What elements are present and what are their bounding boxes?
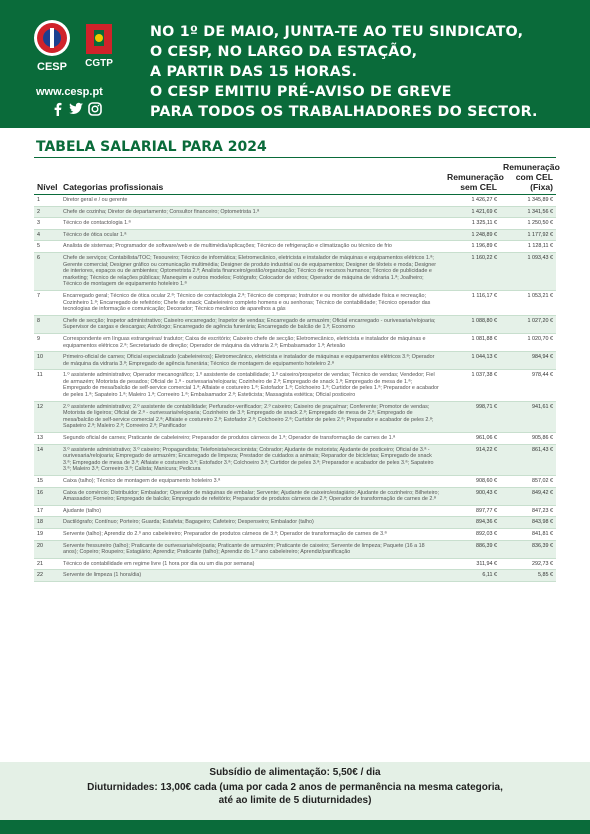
table-row [34, 370, 556, 401]
table-row [34, 229, 556, 241]
table-row [34, 195, 556, 207]
row-salary-sem-cel: 311,94 € [444, 558, 500, 570]
table-row [34, 444, 556, 475]
table-row [34, 401, 556, 432]
headline-line: A PARTIR DAS 15 HORAS. [150, 64, 358, 80]
row-salary-sem-cel: 961,06 € [444, 433, 500, 445]
row-salary-sem-cel: 908,60 € [444, 476, 500, 488]
row-category: Servente de limpeza (1 hora/dia) [60, 570, 444, 582]
row-salary-sem-cel: 6,11 € [444, 570, 500, 582]
row-salary-com-cel: 843,98 € [500, 517, 556, 529]
row-level: 16 [34, 487, 60, 505]
row-salary-com-cel: 1 177,92 € [500, 229, 556, 241]
row-salary-com-cel: 1 053,21 € [500, 290, 556, 315]
row-category: Chefe de cozinha; Diretor de departamento; Consultor financeiro; Optometrista 1.ª [60, 206, 444, 218]
row-level: 5 [34, 241, 60, 253]
row-category: 1.º assistente administrativo; Operador mecanográfico; 1.º assistente de contabilidade; 1.º caixeiro/prospetor de vendas; Técnico de vendas; Vendedor; Fiel de armazém; Motorista de pesados; Oficial de 1.ª - ourivesaria/relojoaria; Cozinheiro de 2.ª; Empregado de snack 1.ª; Empregado de mesa de 1.ª; Empregado de mesa/balcão de self-service comercial 1.ª; Alfaiate e costureiro 1.ª; Estofador 1.ª; Colchoeiro 1.ª; Curtidor de peles 1.ª; Preparador e acabador de peles 1.ª; Sapateiro 1.ª; Maleiro 1.ª; Correeiro 1.ª; Embalsamador 2.ª; Esteticista; Massagista estética; Oficial posticeiro [60, 370, 444, 401]
row-level: 10 [34, 352, 60, 370]
column-header-rem-sem-cel [444, 160, 504, 195]
row-salary-sem-cel: 1 081,88 € [444, 333, 500, 351]
row-salary-com-cel: 847,23 € [500, 505, 556, 517]
row-salary-sem-cel: 1 421,69 € [444, 206, 500, 218]
row-salary-com-cel: 1 345,89 € [500, 195, 556, 207]
row-category: Técnico de contactologia 1.ª [60, 218, 444, 230]
logos [30, 18, 120, 74]
row-salary-sem-cel: 1 088,80 € [444, 315, 500, 333]
row-salary-com-cel: 905,86 € [500, 433, 556, 445]
row-salary-sem-cel: 998,71 € [444, 401, 500, 432]
row-level: 1 [34, 195, 60, 207]
table-row [34, 570, 556, 582]
table-row [34, 206, 556, 218]
row-level: 20 [34, 540, 60, 558]
row-category: Técnico de contabilidade em regime livre (1 hora por dia ou um dia por semana) [60, 558, 444, 570]
row-salary-com-cel: 1 341,56 € [500, 206, 556, 218]
row-level: 6 [34, 252, 60, 290]
row-salary-sem-cel: 1 037,38 € [444, 370, 500, 401]
row-salary-com-cel: 1 250,50 € [500, 218, 556, 230]
row-salary-sem-cel: 1 426,27 € [444, 195, 500, 207]
row-salary-com-cel: 841,81 € [500, 528, 556, 540]
row-category: Dactilógrafo; Contínuo; Porteiro; Guarda; Estafeta; Bagageiro; Cafeteiro; Despenseiro; Embalador (talho) [60, 517, 444, 529]
row-level: 17 [34, 505, 60, 517]
row-category: Correspondente em línguas estrangeiras/ tradutor; Caixa de escritório; Caixeiro chefe de secção; Eletromecânico, eletricista e instalador de máquinas e equipamentos elétricos 2.ª; Secretariado de direção; Operador de máquina da vidraria 2.ª; Embalsamador 1.ª; Artesão [60, 333, 444, 351]
row-category: Encarregado geral; Técnico de ótica ocular 2.ª; Técnico de contactologia 2.ª; Técnico de compras; Instrutor e ou monitor de atividade física e recreação; Cozinheiro 1.ª; Encarregado de refeitório; Chefe de snack; Cabeleireiro completo homens e ou senhoras; Técnico de contabilidade; Técnico operador das tecnologias de informação e comunicação; Decorador; Técnico mecânico de aparelhos a gás [60, 290, 444, 315]
cgtp-logo [80, 22, 118, 74]
table-row [34, 241, 556, 253]
row-level: 7 [34, 290, 60, 315]
headline-line: PARA TODOS OS TRABALHADORES DO SECTOR. [150, 104, 538, 120]
row-category: Caixa (talho); Técnico de montagem de equipamento hoteleiro 3.ª [60, 476, 444, 488]
header-line: Remuneração [447, 172, 504, 182]
meal-allowance: Subsídio de alimentação: 5,50€ / dia [209, 767, 381, 778]
header-line: Remuneração [503, 162, 560, 172]
row-level: 8 [34, 315, 60, 333]
row-category: Chefe de serviços; Contabilista/TOC; Tesoureiro; Técnico de informática; Eletromecânico, eletricista e instalador de máquinas e equipamentos elétricos 1.ª; Gerente comercial; Designer gráfico ou comunicação multimédia; Designer de produto industrial ou de equipamentos; Designer de têxteis e moda; Designer de interiores, espaços ou de ambientes; Optometrista 2.ª; Analista financeiro/gestão/organização; Técnico de recursos humanos; Técnico de publicidade e marketing; Técnico de relações públicas; Manequim e outros modelos; Fotógrafo; Colocador de vidros; Operador de máquina de vidraria 1.ª; Joalheiro; Técnico de montagem de equipamento hoteleiro 1.ª [60, 252, 444, 290]
table-row [34, 290, 556, 315]
row-salary-com-cel: 849,42 € [500, 487, 556, 505]
row-level: 15 [34, 476, 60, 488]
row-salary-sem-cel: 1 044,13 € [444, 352, 500, 370]
table-row [34, 433, 556, 445]
headline-line: O CESP EMITIU PRÉ-AVISO DE GREVE [150, 84, 452, 100]
table-row [34, 218, 556, 230]
row-salary-sem-cel: 897,77 € [444, 505, 500, 517]
column-header-nivel: Nível [34, 160, 60, 195]
row-category: 3.º assistente administrativo; 3.º caixeiro; Propagandista; Telefonista/rececionista; Cobrador; Ajudante de motorista; Ajudante de posticeiro; Oficial de 3.ª - ourivesaria/relojoaria; Empregado de armazém; Encarregado de limpeza; Prestador de cuidados a animais; Reparador de bicicletas; Empregado de snack 3.ª; Empregado de mesa de 3.ª; Alfaiate e costureiro 3.ª; Estofador 3.ª; Colchoeiro 3.ª; Curtidor de peles 3.ª; Preparador e acabador de peles 3.ª; Sapateiro 3.ª; Maleiro 3.ª; Correeiro 3.ª; Calista; Manicura; Pedicura [60, 444, 444, 475]
table-row [34, 558, 556, 570]
row-salary-com-cel: 861,43 € [500, 444, 556, 475]
header-line: sem CEL [460, 182, 497, 192]
row-salary-sem-cel: 886,39 € [444, 540, 500, 558]
row-salary-com-cel: 1 020,70 € [500, 333, 556, 351]
row-level: 14 [34, 444, 60, 475]
table-header [34, 160, 556, 195]
row-salary-sem-cel: 1 116,17 € [444, 290, 500, 315]
row-level: 4 [34, 229, 60, 241]
seniority-allowance: Diuturnidades: 13,00€ cada (uma por cada 2 anos de permanência na mesma categoria, [87, 782, 503, 793]
table-row [34, 252, 556, 290]
table-row [34, 505, 556, 517]
row-category: 2.º assistente administrativo; 2.º assistente de contabilidade; Perfurador-verificador; 2.º caixeiro; Caixeiro de praça/mar; Conferente; Promotor de vendas; Motorista de ligeiros; Oficial de 2.ª - ourivesaria/relojoaria; Cozinheiro de 3.ª; Empregado de snack 2.ª; Empregado de mesa de 2.ª; Empregado de mesa/balcão de self-service comercial 2.ª; Alfaiate e costureiro 2.ª; Estofador 2.ª; Colchoeiro 2.ª; Curtidor de peles 2.ª; Preparador e acabador de peles 2.ª; Sapateiro 2.ª; Maleiro 2.ª; Correeiro 2.ª; Panificador [60, 401, 444, 432]
row-salary-sem-cel: 1 248,89 € [444, 229, 500, 241]
row-level: 2 [34, 206, 60, 218]
table-row [34, 315, 556, 333]
twitter-icon[interactable] [68, 102, 84, 121]
row-salary-com-cel: 857,02 € [500, 476, 556, 488]
row-category: Chefe de secção; Inspetor administrativo; Caixeiro encarregado; Inspetor de vendas; Encarregado de armazém; Oficial encarregado - ourivesaria/relojoaria; Supervisor de cargas e descargas; Astrólogo; Encarregado de agência funerária; Encarregado de balcão de 1.ª; Economo [60, 315, 444, 333]
row-salary-sem-cel: 1 160,22 € [444, 252, 500, 290]
table-row [34, 540, 556, 558]
row-salary-com-cel: 978,44 € [500, 370, 556, 401]
table-row [34, 476, 556, 488]
row-salary-com-cel: 984,94 € [500, 352, 556, 370]
row-category: Servente fressureiro (talho); Praticante de ourivesaria/relojoaria; Praticante de armazém; Praticante de caixeiro; Servente de limpeza; Paquete (16 a 18 anos); Copeiro; Roupeiro; Estagiário; Aprendiz; Praticante (talho); Aprendiz do 1.º ano cabeleireiro; Aprendiz/panificação [60, 540, 444, 558]
row-salary-com-cel: 1 027,20 € [500, 315, 556, 333]
row-level: 3 [34, 218, 60, 230]
row-category: Caixa de comércio; Distribuidor; Embalador; Operador de máquinas de embalar; Servente; Ajudante de caixeiro/estagiário; Ajudante de cozinheiro; Bilheteiro; Amassador; Forneiro; Empregado de balcão; Empregado de refeitório; Preparador de produtos cárneos de 2.ª; Operador de transformação de carnes de 2.ª [60, 487, 444, 505]
row-level: 12 [34, 401, 60, 432]
table-title: TABELA SALARIAL PARA 2024 [36, 139, 267, 155]
row-level: 9 [34, 333, 60, 351]
table-row [34, 352, 556, 370]
svg-text:CGTP: CGTP [85, 58, 113, 69]
table-row [34, 517, 556, 529]
table-row [34, 487, 556, 505]
row-salary-com-cel: 1 093,43 € [500, 252, 556, 290]
row-level: 13 [34, 433, 60, 445]
row-salary-com-cel: 836,39 € [500, 540, 556, 558]
svg-text:CESP: CESP [37, 61, 67, 73]
row-salary-sem-cel: 892,03 € [444, 528, 500, 540]
row-level: 18 [34, 517, 60, 529]
salary-table [34, 160, 560, 582]
row-level: 21 [34, 558, 60, 570]
column-header-rem-com-cel [500, 160, 560, 195]
row-category: Analista de sistemas; Programador de software/web e de multimédia/aplicações; Técnico de refrigeração e climatização ou técnico de frio [60, 241, 444, 253]
bottom-bar [0, 820, 590, 834]
cesp-logo [30, 18, 74, 74]
facebook-icon[interactable] [52, 102, 64, 121]
row-category: Técnico de ótica ocular 1.ª [60, 229, 444, 241]
header-line: com CEL (Fixa) [515, 172, 553, 192]
row-category: Servente (talho); Aprendiz do 2.º ano cabeleireiro; Preparador de produtos cárneos de 3.ª; Operador de transformação de carnes de 3.ª [60, 528, 444, 540]
instagram-icon[interactable] [88, 102, 102, 121]
table-row [34, 333, 556, 351]
row-salary-sem-cel: 894,36 € [444, 517, 500, 529]
header-banner [0, 0, 590, 128]
row-salary-sem-cel: 1 196,89 € [444, 241, 500, 253]
headline-line: NO 1º DE MAIO, JUNTA-TE AO TEU SINDICATO, [150, 24, 524, 40]
row-category: Primeiro-oficial de carnes; Oficial especializado (cabeleireiros); Eletromecânico, eletricista e instalador de máquinas e equipamentos elétricos 3.ª; Operador de máquina da vidraria 3.ª; Empregado de agência funerária; Técnico de montagem de equipamento hoteleiro 2.ª [60, 352, 444, 370]
row-salary-com-cel: 941,61 € [500, 401, 556, 432]
social-links [52, 102, 102, 121]
row-level: 22 [34, 570, 60, 582]
seniority-limit: até ao limite de 5 diuturnidades) [218, 795, 372, 806]
row-salary-com-cel: 292,73 € [500, 558, 556, 570]
column-header-categorias: Categorias profissionais [60, 160, 444, 195]
row-level: 11 [34, 370, 60, 401]
website-link[interactable]: www.cesp.pt [36, 86, 103, 98]
row-category: Segundo oficial de carnes; Praticante de cabeleireiro; Preparador de produtos cárneos de 1.ª; Operador de transformação de carnes de 1.ª [60, 433, 444, 445]
row-salary-com-cel: 5,85 € [500, 570, 556, 582]
row-salary-sem-cel: 900,43 € [444, 487, 500, 505]
row-salary-com-cel: 1 128,11 € [500, 241, 556, 253]
row-salary-sem-cel: 914,22 € [444, 444, 500, 475]
divider [34, 157, 556, 158]
row-category: Diretor geral e / ou gerente [60, 195, 444, 207]
row-salary-sem-cel: 1 325,11 € [444, 218, 500, 230]
row-category: Ajudante (talho) [60, 505, 444, 517]
headline-line: O CESP, NO LARGO DA ESTAÇÃO, [150, 44, 418, 60]
row-level: 19 [34, 528, 60, 540]
table-row [34, 528, 556, 540]
headline [150, 22, 538, 122]
